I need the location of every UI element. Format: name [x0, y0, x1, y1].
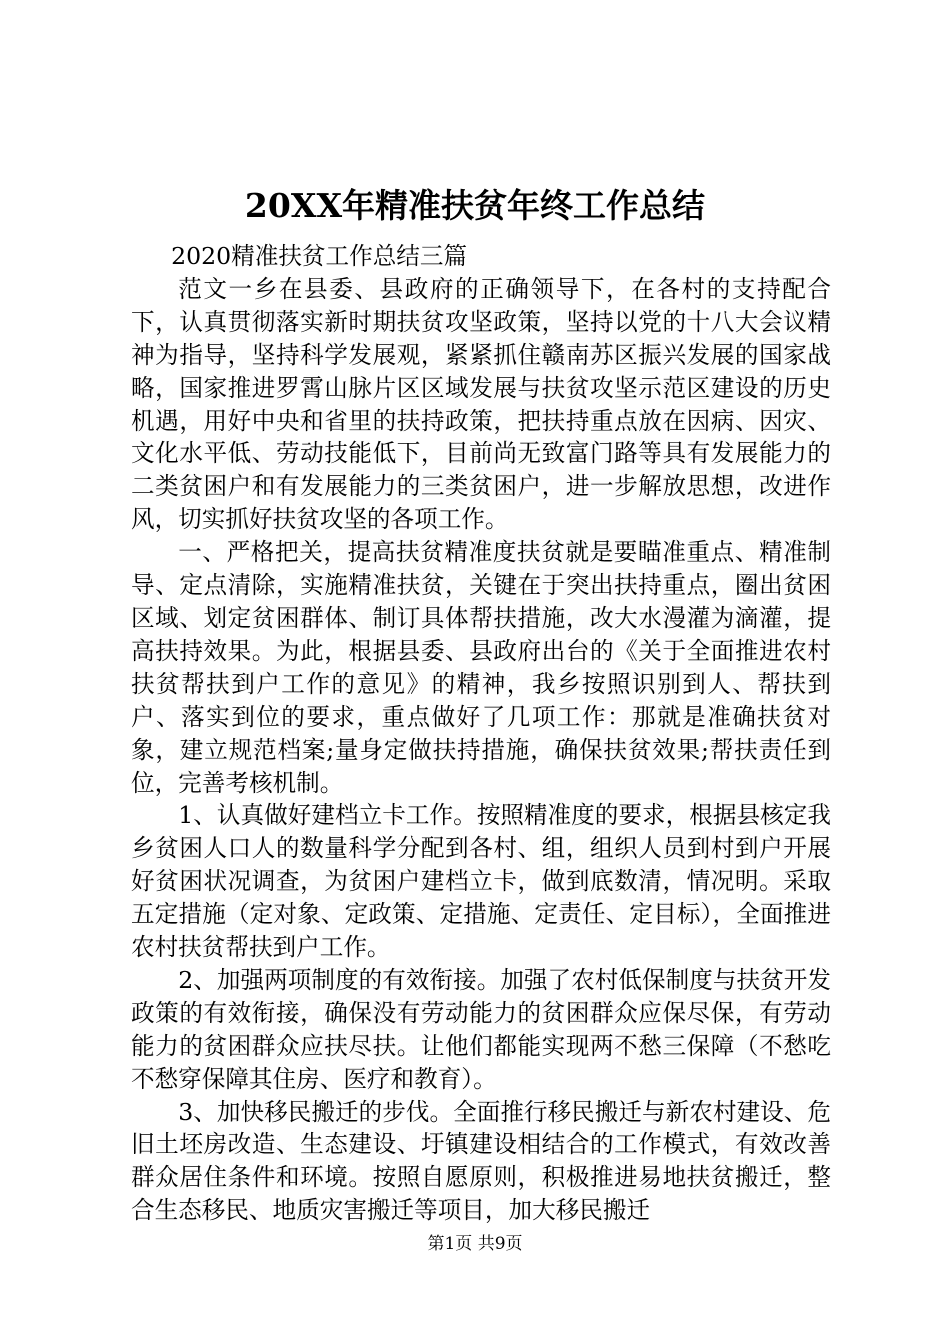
paragraph: 3、加快移民搬迁的步伐。全面推行移民搬迁与新农村建设、危旧土坯房改造、生态建设、圩镇建设相结合的工作模式，有效改善群众居住条件和环境。按照自愿原则，积极推进易地扶贫搬迁，整合生态移民、地质灾害搬迁等项目，加大移民搬迁 — [131, 1097, 831, 1225]
paragraph: 范文一乡在县委、县政府的正确领导下，在各村的支持配合下，认真贯彻落实新时期扶贫攻坚政策，坚持以党的十八大会议精神为指导，坚持科学发展观，紧紧抓住赣南苏区振兴发展的国家战略，国家推进罗霄山脉片区区域发展与扶贫攻坚示范区建设的历史机遇，用好中央和省里的扶持政策，把扶持重点放在因病、因灾、文化水平低、劳动技能低下，目前尚无致富门路等具有发展能力的二类贫困户和有发展能力的三类贫困户，进一步解放思想，改进作风，切实抓好扶贫攻坚的各项工作。 — [131, 274, 831, 534]
document-body — [131, 240, 831, 1227]
page-footer: 第1页 共9页 — [427, 1234, 523, 1254]
paragraph: 1、认真做好建档立卡工作。按照精准度的要求，根据县核定我乡贫困人口人的数量科学分配到各村、组，组织人员到村到户开展好贫困状况调查，为贫困户建档立卡，做到底数清，情况明。采取五定措施（定对象、定政策、定措施、定责任、定目标），全面推进农村扶贫帮扶到户工作。 — [131, 801, 831, 962]
document-subtitle: 2020精准扶贫工作总结三篇 — [171, 242, 468, 270]
paragraph: 2、加强两项制度的有效衔接。加强了农村低保制度与扶贫开发政策的有效衔接，确保没有劳动能力的贫困群众应保尽保，有劳动能力的贫困群众应扶尽扶。让他们都能实现两不愁三保障（不愁吃不愁穿保障其住房、医疗和教育）。 — [131, 965, 831, 1093]
paragraph: 一、严格把关，提高扶贫精准度扶贫就是要瞄准重点、精准制导、定点清除，实施精准扶贫，关键在于突出扶持重点，圈出贫困区域、划定贫困群体、制订具体帮扶措施，改大水漫灌为滴灌，提高扶持效果。为此，根据县委、县政府出台的《关于全面推进农村扶贫帮扶到户工作的意见》的精神，我乡按照识别到人、帮扶到户、落实到位的要求，重点做好了几项工作：那就是准确扶贫对象，建立规范档案;量身定做扶持措施，确保扶贫效果;帮扶责任到位，完善考核机制。 — [131, 538, 831, 797]
document-title: 20XX年精准扶贫年终工作总结 — [244, 186, 706, 225]
